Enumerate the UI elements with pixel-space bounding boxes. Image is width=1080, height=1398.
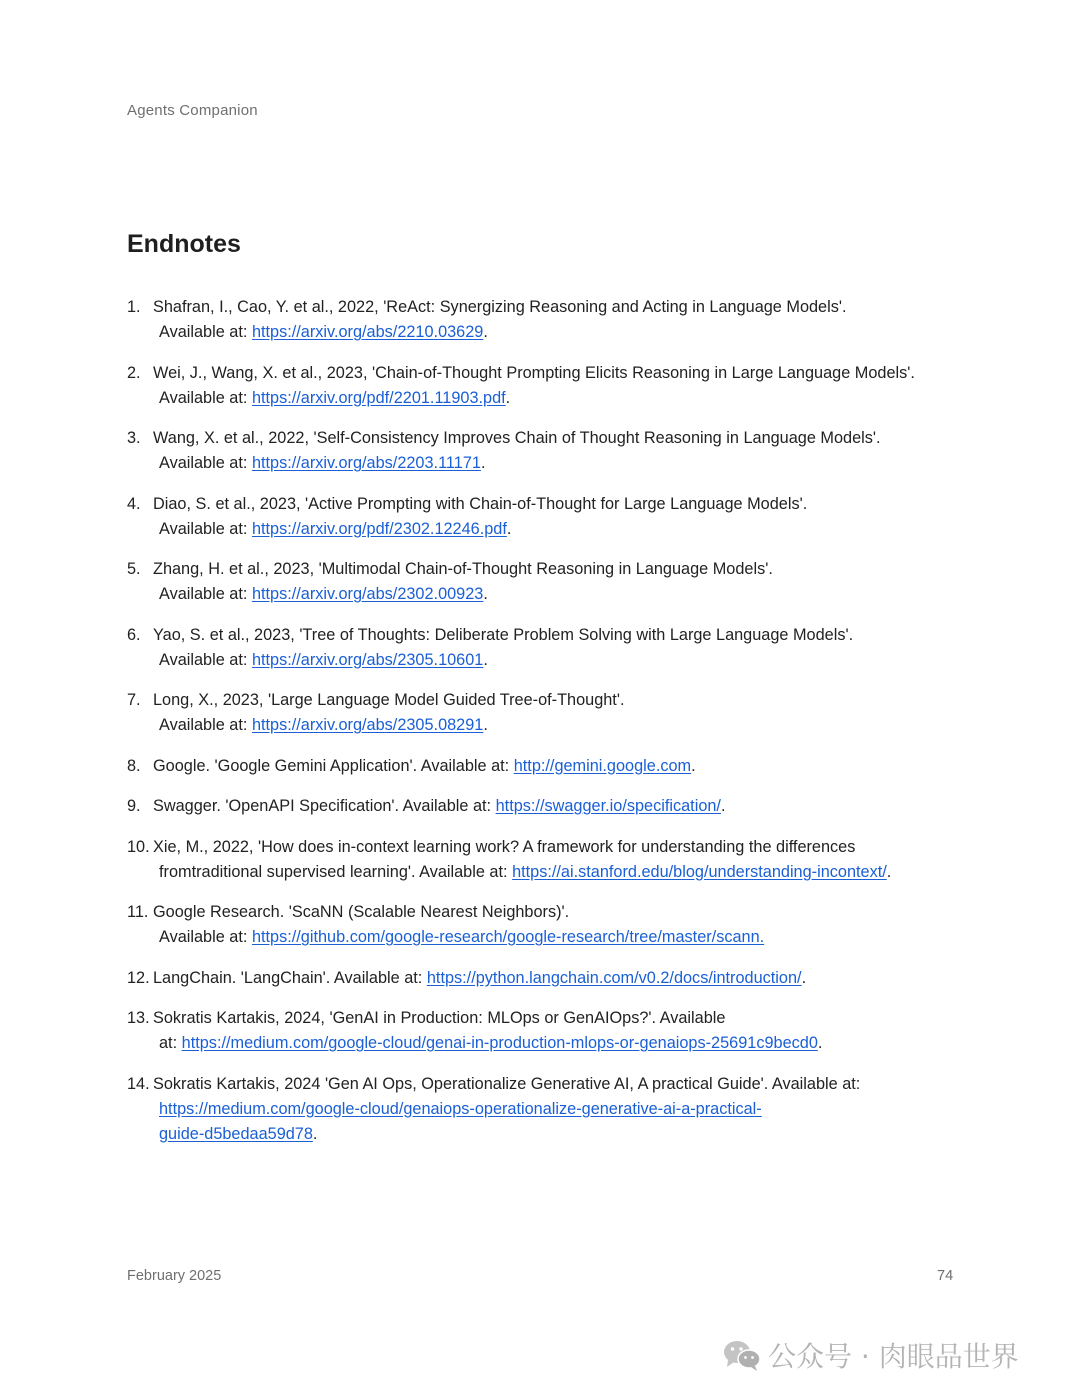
- endnote-citation: Shafran, I., Cao, Y. et al., 2022, 'ReAct: Synergizing Reasoning and Acting in Language Models'.: [153, 298, 847, 316]
- endnote-citation: Google. 'Google Gemini Application'. Available at:: [153, 756, 514, 775]
- endnote-number: 11.: [127, 903, 149, 921]
- endnote-available-label: Available at:: [159, 454, 252, 472]
- endnote-item: [127, 361, 957, 411]
- endnote-number: 6.: [127, 625, 141, 644]
- endnote-item: [127, 557, 957, 607]
- endnote-link[interactable]: https://arxiv.org/abs/2305.08291: [251, 716, 484, 734]
- endnote-available-label: Available at:: [159, 388, 252, 407]
- endnote-item: [127, 966, 957, 991]
- endnote-number: 8.: [127, 756, 141, 775]
- endnote-item: [127, 492, 957, 542]
- endnote-citation: Sokratis Kartakis, 2024, 'GenAI in Production: MLOps or GenAIOps?'. Available: [153, 1009, 726, 1027]
- endnote-suffix: .: [691, 756, 696, 775]
- endnote-link-continued[interactable]: guide-d5bedaa59d78: [159, 1124, 313, 1143]
- endnote-available-label: fromtraditional supervised learning'. Available at:: [159, 862, 513, 881]
- endnote-citation: Sokratis Kartakis, 2024 'Gen AI Ops, Operationalize Generative AI, A practical Guide'. Available at:: [153, 1074, 861, 1093]
- endnote-link[interactable]: https://arxiv.org/abs/2302.00923: [251, 585, 484, 603]
- footer-date: February 2025: [127, 1268, 222, 1284]
- endnote-available-label: Available at:: [159, 650, 252, 669]
- endnote-link[interactable]: https://medium.com/google-cloud/genaiops-operationalize-generative-ai-a-practical-: [159, 1099, 762, 1118]
- endnote-number: 5.: [127, 560, 141, 578]
- endnote-suffix: .: [817, 1034, 823, 1052]
- endnote-suffix: .: [483, 716, 488, 734]
- endnote-link[interactable]: https://python.langchain.com/v0.2/docs/introduction/: [426, 968, 802, 987]
- endnote-suffix: .: [505, 388, 511, 407]
- section-title: Endnotes: [127, 230, 241, 258]
- endnote-suffix: .: [483, 585, 488, 603]
- endnote-suffix: .: [801, 968, 807, 987]
- endnote-link[interactable]: https://medium.com/google-cloud/genai-in-production-mlops-or-genaiops-25691c9becd0: [181, 1034, 818, 1052]
- endnote-link[interactable]: https://github.com/google-research/google-research/tree/master/scann.: [251, 928, 765, 946]
- endnote-number: 9.: [127, 797, 141, 815]
- endnote-link[interactable]: https://swagger.io/specification/: [495, 797, 721, 815]
- endnote-link[interactable]: https://arxiv.org/pdf/2302.12246.pdf: [251, 519, 507, 538]
- endnote-citation: Yao, S. et al., 2023, 'Tree of Thoughts: Deliberate Problem Solving with Large Language Models'.: [153, 625, 854, 644]
- endnote-number: 13.: [127, 1009, 150, 1027]
- endnote-link[interactable]: http://gemini.google.com: [513, 756, 692, 775]
- endnote-number: 4.: [127, 494, 141, 513]
- watermark-text: 公众号 · 肉眼品世界: [768, 1340, 1019, 1373]
- endnote-item: [127, 754, 957, 779]
- endnote-citation: Swagger. 'OpenAPI Specification'. Available at:: [153, 797, 496, 815]
- endnote-link[interactable]: https://arxiv.org/abs/2210.03629: [251, 323, 484, 341]
- endnote-suffix: .: [886, 862, 892, 881]
- watermark: [722, 1335, 1019, 1375]
- endnote-item: [127, 295, 957, 345]
- endnote-available-label: Available at:: [159, 928, 252, 946]
- endnote-item: [127, 1072, 957, 1147]
- endnote-link[interactable]: https://arxiv.org/abs/2203.11171: [251, 454, 481, 472]
- running-header: Agents Companion: [127, 102, 258, 119]
- endnote-link[interactable]: https://arxiv.org/pdf/2201.11903.pdf: [251, 388, 506, 407]
- endnote-citation: LangChain. 'LangChain'. Available at:: [153, 968, 427, 987]
- endnote-suffix: .: [483, 323, 488, 341]
- endnote-citation: Zhang, H. et al., 2023, 'Multimodal Chain-of-Thought Reasoning in Language Models'.: [153, 560, 773, 578]
- endnote-citation: Diao, S. et al., 2023, 'Active Prompting with Chain-of-Thought for Large Language Models'.: [153, 494, 808, 513]
- endnote-item: [127, 426, 957, 476]
- endnote-number: 7.: [127, 691, 141, 709]
- endnote-link[interactable]: https://arxiv.org/abs/2305.10601: [251, 650, 484, 669]
- endnote-item: [127, 794, 957, 819]
- endnote-citation: Wang, X. et al., 2022, 'Self-Consistency Improves Chain of Thought Reasoning in Language Models'.: [153, 429, 881, 447]
- endnote-number: 14.: [127, 1074, 150, 1093]
- endnote-citation: Wei, J., Wang, X. et al., 2023, 'Chain-of-Thought Prompting Elicits Reasoning in Large Language Models'.: [153, 363, 915, 382]
- endnote-item: [127, 900, 957, 950]
- endnote-item: [127, 1006, 957, 1056]
- endnote-suffix: .: [312, 1124, 318, 1143]
- endnote-item: [127, 623, 957, 673]
- endnote-available-label: Available at:: [159, 716, 252, 734]
- endnote-item: [127, 835, 957, 885]
- endnote-number: 12.: [127, 968, 150, 987]
- endnote-suffix: .: [506, 519, 512, 538]
- endnote-citation: Long, X., 2023, 'Large Language Model Guided Tree-of-Thought'.: [153, 691, 625, 709]
- endnote-citation: Google Research. 'ScaNN (Scalable Nearest Neighbors)'.: [153, 903, 570, 921]
- endnote-item: [127, 688, 957, 738]
- page-number: 74: [937, 1268, 954, 1284]
- endnote-number: 2.: [127, 363, 141, 382]
- wechat-icon: [722, 1338, 762, 1372]
- endnote-number: 3.: [127, 429, 141, 447]
- endnote-available-label: Available at:: [159, 323, 252, 341]
- endnote-available-label: Available at:: [159, 519, 252, 538]
- endnote-suffix: .: [720, 797, 726, 815]
- endnote-suffix: .: [483, 650, 488, 669]
- endnote-number: 10.: [127, 837, 150, 856]
- endnotes-list: [127, 295, 957, 1162]
- endnote-available-label: at:: [159, 1034, 182, 1052]
- endnote-available-label: Available at:: [159, 585, 252, 603]
- endnote-suffix: .: [480, 454, 486, 472]
- endnote-number: 1.: [127, 298, 141, 316]
- endnote-link[interactable]: https://ai.stanford.edu/blog/understanding-incontext/: [512, 862, 887, 881]
- endnote-citation: Xie, M., 2022, 'How does in-context learning work? A framework for understanding the differences: [153, 837, 856, 856]
